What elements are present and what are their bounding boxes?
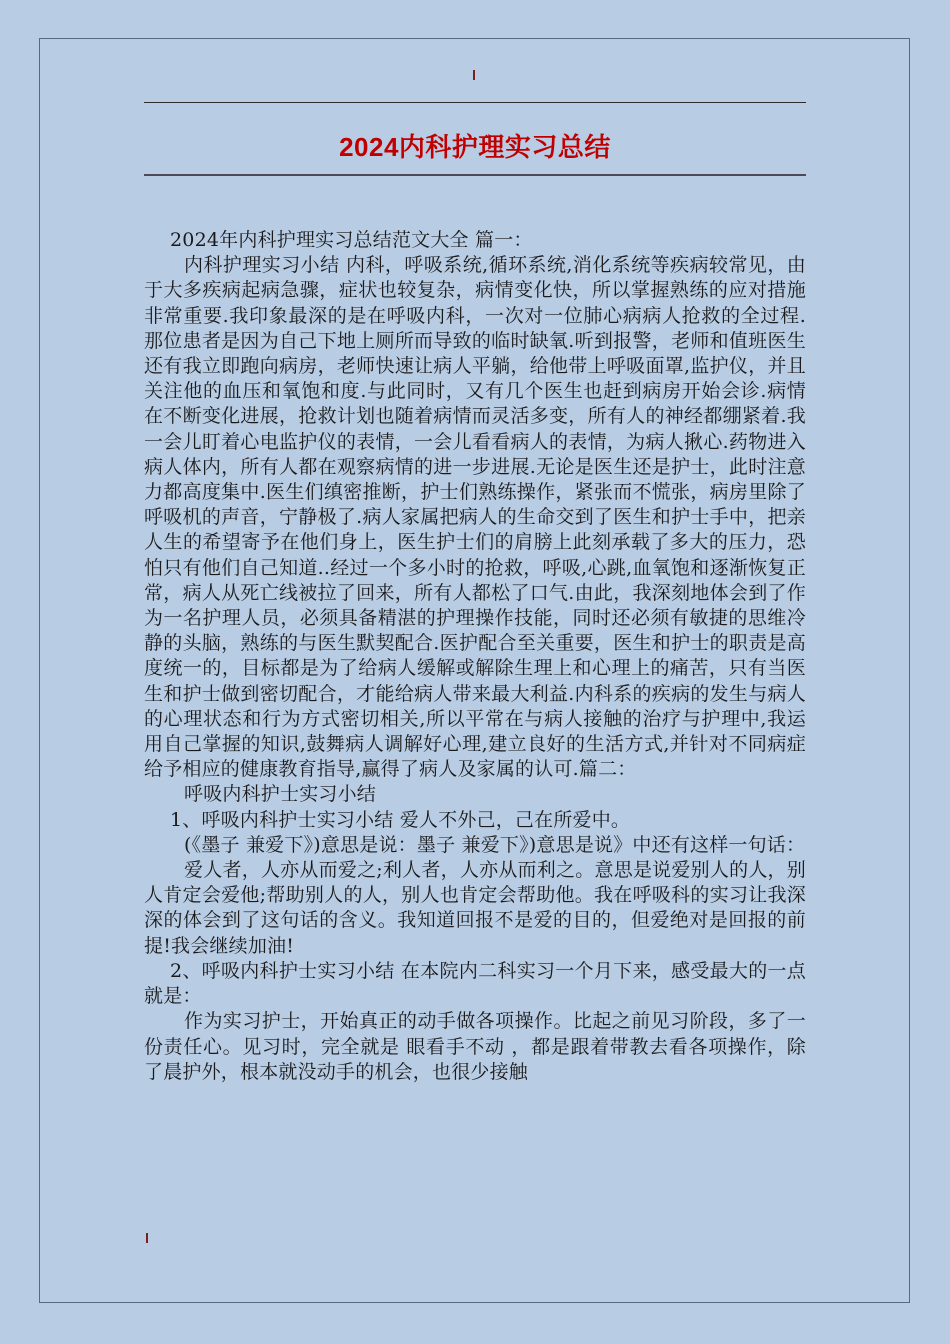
paragraph: 爱人者，人亦从而爱之;利人者，人亦从而利之。意思是说爱别人的人，别人肯定会爱他;帮助别人的人，别人也肯定会帮助他。我在呼吸科的实习让我深深的体会到了这句话的含义。我知道回报不是爱的目的，但爱绝对是回报的前提!我会继续加油!	[144, 859, 806, 957]
title-rule	[144, 174, 806, 176]
paragraph: 内科护理实习小结 内科，呼吸系统,循环系统,消化系统等疾病较常见，由于大多疾病起病急骤，症状也较复杂，病情变化快，所以掌握熟练的应对措施非常重要.我印象最深的是在呼吸内科，一次对一位肺心病病人抢救的全过程.那位患者是因为自己下地上厕所而导致的临时缺氧.听到报警，老师和值班医生还有我立即跑向病房，老师快速让病人平躺，给他带上呼吸面罩,监护仪，并且关注他的血压和氧饱和度.与此同时，又有几个医生也赶到病房开始会诊.病情在不断变化进展，抢救计划也随着病情而灵活多变，所有人的神经都绷紧着.我一会儿盯着心电监护仪的表情，一会儿看看病人的表情，为病人揪心.药物进入病人体内，所有人都在观察病情的进一步进展.无论是医生还是护士，此时注意力都高度集中.医生们缜密推断，护士们熟练操作，紧张而不慌张，病房里除了呼吸机的声音，宁静极了.病人家属把病人的生命交到了医生和护士手中，把亲人生的希望寄予在他们身上，医生护士们的肩膀上此刻承载了多大的压力，恐怕只有他们自己知道..经过一个多小时的抢救，呼吸,心跳,血氧饱和逐渐恢复正常，病人从死亡线被拉了回来，所有人都松了口气.由此，我深刻地体会到了作为一名护理人员，必须具备精湛的护理操作技能，同时还必须有敏捷的思维冷静的头脑，熟练的与医生默契配合.医护配合至关重要，医生和护士的职责是高度统一的，目标都是为了给病人缓解或解除生理上和心理上的痛苦，只有当医生和护士做到密切配合，才能给病人带来最大利益.内科系的疾病的发生与病人的心理状态和行为方式密切相关,所以平常在与病人接触的治疗与护理中,我运用自己掌握的知识,鼓舞病人调解好心理,建立良好的生活方式,并针对不同病症给予相应的健康教育指导,赢得了病人及家属的认可.篇二：	[144, 254, 806, 781]
paragraph: (《墨子 兼爱下》)意思是说：墨子 兼爱下》)意思是说》中还有这样一句话：	[184, 833, 806, 856]
paragraph: 1、呼吸内科护士实习小结 爱人不外己，己在所爱中。	[170, 808, 631, 831]
paragraph: 2、呼吸内科护士实习小结 在本院内二科实习一个月下来，感受最大的一点就是：	[144, 959, 806, 1008]
document-title: 2024内科护理实习总结	[339, 132, 611, 162]
section-heading-part-two: 呼吸内科护士实习小结	[184, 783, 377, 806]
section-heading-part-one: 2024年内科护理实习总结范文大全 篇一：	[170, 229, 533, 251]
header-mark	[473, 70, 475, 80]
header-rule	[144, 102, 806, 103]
document-body	[144, 228, 806, 1085]
footer-mark	[146, 1233, 148, 1243]
paragraph: 作为实习护士，开始真正的动手做各项操作。比起之前见习阶段，多了一份责任心。见习时，完全就是 眼看手不动 ，都是跟着带教去看各项操作，除了晨护外，根本就没动手的机会，也很少接触	[144, 1010, 806, 1083]
